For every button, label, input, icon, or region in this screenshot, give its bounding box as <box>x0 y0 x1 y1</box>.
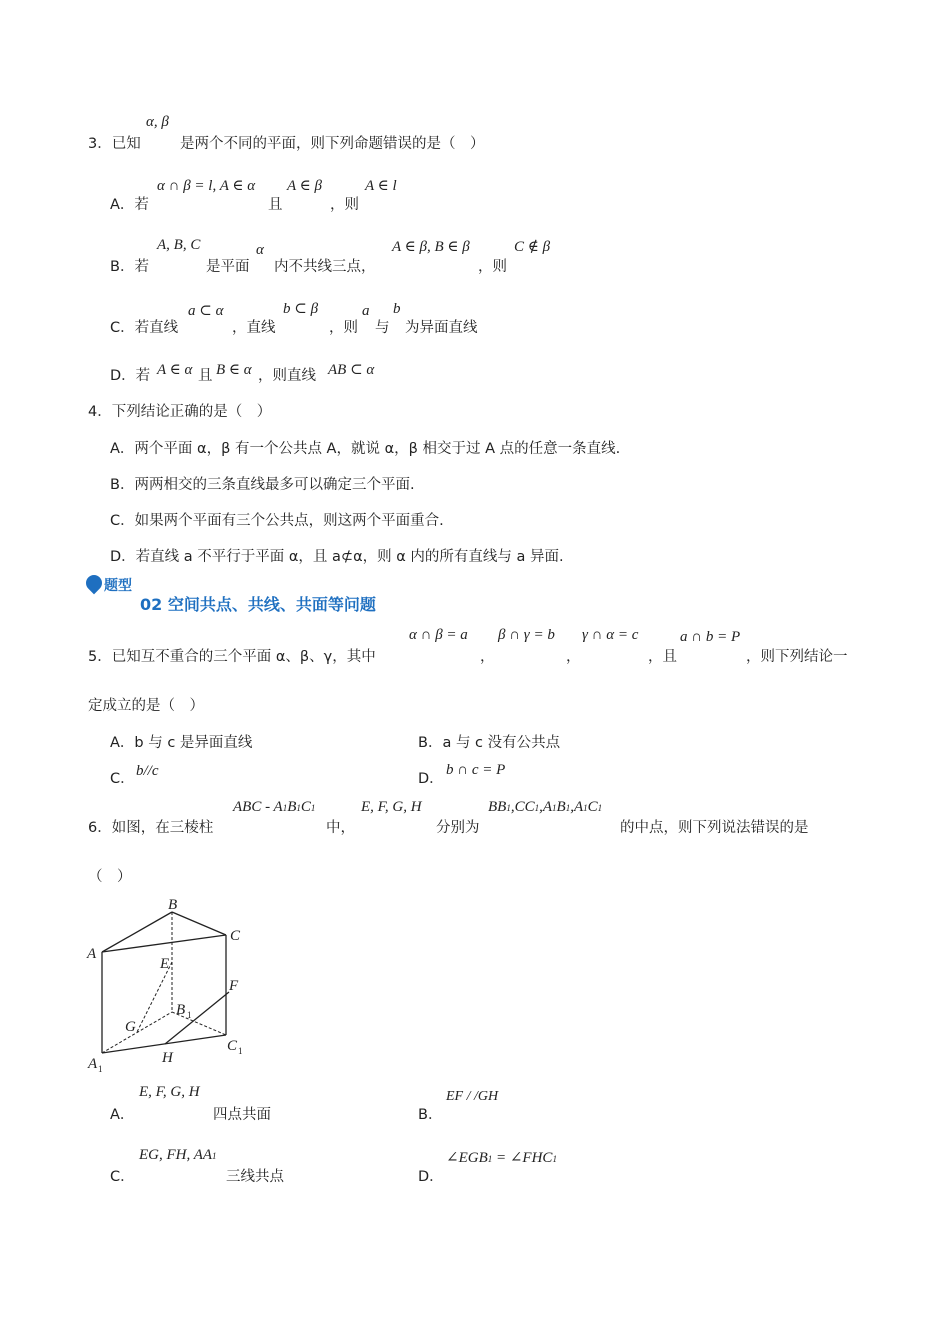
q5-option-b: B．a 与 c 没有公共点 <box>418 735 561 751</box>
q6-stem-tail: 的中点，则下列说法错误的是 <box>620 820 809 836</box>
q4-option-a: A．两个平面 α，β 有一个公共点 A，就说 α，β 相交于过 A 点的任意一条直线. <box>110 441 621 457</box>
q3-option-a-mid2: ，则 <box>330 197 359 213</box>
label-g: G <box>125 1019 136 1035</box>
edge-ac <box>102 935 226 952</box>
q6-stem-line1: 6．如图，在三棱柱 <box>88 820 214 836</box>
q5-math1: α ∩ β = a <box>409 627 468 643</box>
edge-a1b1-hidden <box>102 1012 172 1053</box>
label-e: E <box>160 956 170 972</box>
q6-option-a-text: 四点共面 <box>213 1107 271 1123</box>
q3-stem-math: α, β <box>146 114 169 130</box>
q3-option-d-math3: AB ⊂ α <box>328 362 375 378</box>
q3-option-b-mid3: ，则 <box>478 259 507 275</box>
q5-comma1: ， <box>480 649 495 665</box>
segment-eg-hidden <box>137 962 172 1032</box>
q3-option-c-math4: b <box>393 301 401 317</box>
q3-option-b-math4: C ∉ β <box>514 239 551 255</box>
q5-option-d-math: b ∩ c = P <box>446 762 506 778</box>
q5-option-c-label: C． <box>110 771 135 787</box>
q6-prism-math: ABC - A1B1C1 <box>233 799 316 815</box>
q3-option-b-math3: A ∈ β, B ∈ β <box>392 239 470 255</box>
q3-option-c-math3: a <box>362 303 370 319</box>
q3-stem-number: 3．已知 <box>88 136 141 152</box>
q6-points-math: E, F, G, H <box>361 799 422 815</box>
q6-option-d-label: D． <box>418 1169 444 1185</box>
q3-option-d-math1: A ∈ α <box>157 362 193 378</box>
label-c1-sub: 1 <box>238 1046 243 1056</box>
label-a1: A <box>88 1056 98 1072</box>
q5-option-c-math: b//c <box>136 763 159 779</box>
q6-option-c-text: 三线共点 <box>226 1169 284 1185</box>
q5-option-a: A．b 与 c 是异面直线 <box>110 735 253 751</box>
q3-option-c-math1: a ⊂ α <box>188 303 224 319</box>
q5-stem-line2: 定成立的是（ ） <box>88 698 204 714</box>
q6-option-a-math: E, F, G, H <box>139 1084 200 1100</box>
q5-comma2: ， <box>566 649 581 665</box>
q3-option-a-math3: A ∈ l <box>365 178 397 194</box>
q5-stem-line1: 5．已知互不重合的三个平面 α、β、γ，其中 <box>88 649 376 665</box>
q5-math2: β ∩ γ = b <box>498 627 555 643</box>
q3-option-d-label: D．若 <box>110 368 151 384</box>
q3-option-d-mid2: ，则直线 <box>258 368 316 384</box>
label-a1-sub: 1 <box>98 1064 103 1074</box>
q5-math3: γ ∩ α = c <box>582 627 639 643</box>
q4-option-d: D．若直线 a 不平行于平面 α，且 a⊄α，则 α 内的所有直线与 a 异面. <box>110 549 564 565</box>
q6-mid2: 分别为 <box>436 820 480 836</box>
section-marker-icon <box>83 572 106 595</box>
q6-option-c-label: C． <box>110 1169 135 1185</box>
q4-option-c: C．如果两个平面有三个公共点，则这两个平面重合. <box>110 513 444 529</box>
label-b1: B <box>176 1002 186 1018</box>
section-badge: 题型 <box>104 578 132 594</box>
prism-figure <box>80 890 260 1080</box>
q3-option-a-math2: A ∈ β <box>287 178 322 194</box>
q3-option-c-mid2: ，则 <box>329 320 358 336</box>
edge-bc <box>172 912 226 935</box>
q3-option-d-math2: B ∈ α <box>216 362 252 378</box>
q6-option-a-label: A． <box>110 1107 135 1123</box>
q5-option-d-label: D． <box>418 771 444 787</box>
q6-segments-math: BB1,CC1,A1B1,A1C1 <box>488 799 603 815</box>
edge-ab <box>102 912 172 952</box>
q6-stem-line2: （ ） <box>88 869 132 885</box>
label-f: F <box>229 978 239 994</box>
label-b: B <box>168 897 178 913</box>
q3-option-a-math1: α ∩ β = l, A ∈ α <box>157 178 256 194</box>
section-title: 02 空间共点、共线、共面等问题 <box>140 595 376 614</box>
q3-option-c-math2: b ⊂ β <box>283 301 319 317</box>
q5-math4: a ∩ b = P <box>680 629 741 645</box>
q5-stem-tail: ，则下列结论一 <box>746 649 848 665</box>
q3-option-c-label: C．若直线 <box>110 320 179 336</box>
q5-comma3: ，且 <box>648 649 677 665</box>
label-a: A <box>87 946 97 962</box>
q4-option-b: B．两两相交的三条直线最多可以确定三个平面. <box>110 477 415 493</box>
label-c1: C <box>227 1038 238 1054</box>
q6-option-d-math: ∠EGB1 = ∠FHC1 <box>446 1150 557 1166</box>
q3-option-c-mid3: 与 <box>375 320 390 336</box>
q3-option-b-label: B．若 <box>110 259 149 275</box>
q3-option-b-mid2: 内不共线三点， <box>274 259 376 275</box>
q3-option-b-math2: α <box>256 242 264 258</box>
q3-option-a-label: A．若 <box>110 197 149 213</box>
label-h: H <box>162 1050 173 1066</box>
q3-option-a-mid: 且 <box>268 197 283 213</box>
q3-option-c-tail: 为异面直线 <box>405 320 478 336</box>
q6-option-b-math: EF / /GH <box>446 1089 499 1104</box>
q3-stem-text: 是两个不同的平面，则下列命题错误的是（ ） <box>180 136 485 152</box>
q6-option-c-math: EG, FH, AA1 <box>139 1147 217 1163</box>
label-b1-sub: 1 <box>187 1010 192 1020</box>
q4-stem: 4．下列结论正确的是（ ） <box>88 404 272 420</box>
q6-option-b-label: B． <box>418 1107 443 1123</box>
q3-option-b-math1: A, B, C <box>157 237 201 253</box>
q3-option-b-mid: 是平面 <box>206 259 250 275</box>
label-c: C <box>230 928 241 944</box>
q3-option-c-mid: ，直线 <box>232 320 276 336</box>
q3-option-d-mid: 且 <box>198 368 213 384</box>
q6-mid1: 中， <box>326 820 355 836</box>
